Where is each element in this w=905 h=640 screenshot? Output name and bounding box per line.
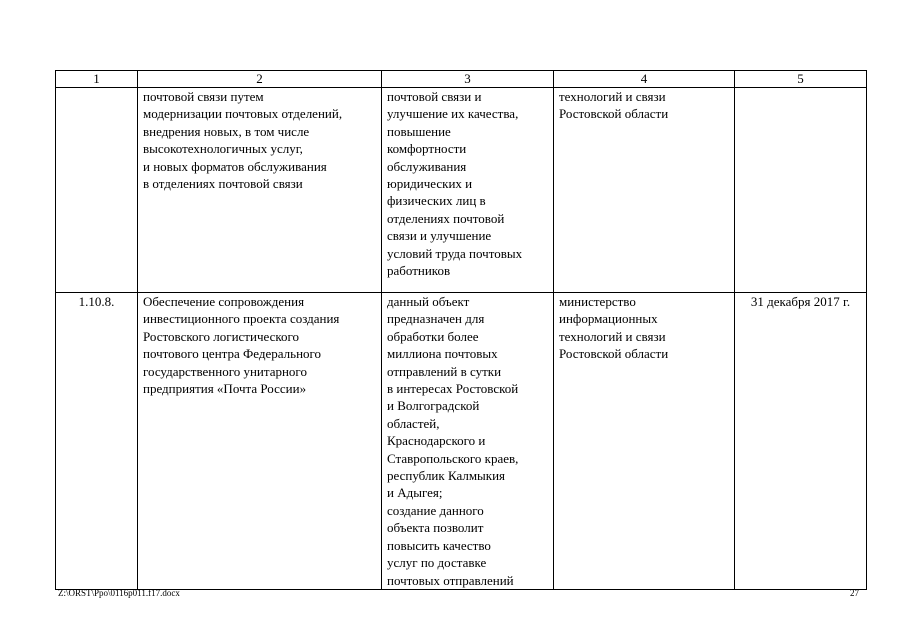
page-number: 27 — [850, 588, 859, 598]
cell-text-line: условий труда почтовых — [387, 245, 523, 261]
row2-number-cell: 1.10.8. — [56, 293, 138, 590]
row2-activity-cell — [138, 293, 382, 590]
row2-executor-cell — [554, 293, 735, 590]
row1-activity-cell — [138, 88, 382, 293]
cell-text-line: создание данного — [387, 502, 484, 518]
cell-text-line: Ростовской области — [559, 346, 669, 362]
cell-text-line: Ростовской области — [559, 106, 669, 122]
cell-text-line: почтовой связи и — [387, 89, 482, 104]
cell-text-line: государственного унитарного — [143, 363, 307, 379]
cell-text-line: объекта позволит — [387, 520, 484, 536]
cell-text-line: и новых форматов обслуживания — [143, 158, 327, 174]
cell-text-line: министерство — [559, 294, 636, 309]
cell-text-line: внедрения новых, в том числе — [143, 123, 310, 139]
header-cell-1: 1 — [56, 71, 138, 88]
cell-text-line: почтовых отправлений — [387, 572, 514, 588]
cell-text-line: технологий и связи — [559, 328, 666, 344]
cell-text-line: физических лиц в — [387, 193, 486, 209]
header-cell-3: 3 — [382, 71, 554, 88]
cell-text-line: технологий и связи — [559, 89, 666, 104]
row1-result-cell — [382, 88, 554, 293]
cell-text-line: повысить качество — [387, 537, 491, 553]
cell-text-line: почтовой связи путем — [143, 89, 264, 104]
footer-file-path: Z:\ORST\Ppo\0116p011.f17.docx — [58, 588, 180, 598]
cell-text-line: улучшение их качества, — [387, 106, 519, 122]
cell-text-line: и Адыгея; — [387, 485, 443, 501]
cell-text-line: высокотехнологичных услуг, — [143, 141, 303, 157]
cell-text-line: предприятия «Почта России» — [143, 381, 307, 397]
cell-text-line: республик Калмыкия — [387, 468, 506, 484]
cell-text-line: почтового центра Федерального — [143, 346, 322, 362]
table-row — [56, 88, 867, 293]
cell-text-line: инвестиционного проекта создания — [143, 311, 340, 327]
cell-text-line: работников — [387, 263, 451, 279]
cell-text-line: обработки более — [387, 328, 479, 344]
cell-text-line: юридических и — [387, 176, 473, 192]
cell-text-line: областей, — [387, 415, 440, 431]
cell-text-line: связи и улучшение — [387, 228, 492, 244]
cell-text-line: в отделениях почтовой связи — [143, 176, 303, 192]
row2-deadline-cell: 31 декабря 2017 г. — [735, 293, 867, 590]
document-table — [55, 70, 867, 590]
cell-text-line: Обеспечение сопровождения — [143, 294, 305, 309]
cell-text-line: отделениях почтовой — [387, 210, 505, 226]
row1-deadline-cell — [735, 88, 867, 293]
cell-text-line: и Волгоградской — [387, 398, 480, 414]
table-row — [56, 293, 867, 590]
cell-text-line: информационных — [559, 311, 658, 327]
cell-text-line: Ставропольского краев, — [387, 450, 519, 466]
cell-text-line: Краснодарского и — [387, 433, 486, 449]
cell-text-line: обслуживания — [387, 158, 467, 174]
table-header-row — [56, 71, 867, 88]
cell-text-line: услуг по доставке — [387, 555, 487, 571]
header-cell-2: 2 — [138, 71, 382, 88]
cell-text-line: повышение — [387, 123, 451, 139]
cell-text-line: предназначен для — [387, 311, 485, 327]
header-cell-4: 4 — [554, 71, 735, 88]
cell-text-line: модернизации почтовых отделений, — [143, 106, 343, 122]
row2-result-cell — [382, 293, 554, 590]
row1-number-cell — [56, 88, 138, 293]
cell-text-line: Ростовского логистического — [143, 328, 300, 344]
row1-executor-cell — [554, 88, 735, 293]
header-cell-5: 5 — [735, 71, 867, 88]
cell-text-line: данный объект — [387, 294, 470, 309]
cell-text-line: комфортности — [387, 141, 467, 157]
cell-text-line: в интересах Ростовской — [387, 381, 519, 397]
cell-text-line: отправлений в сутки — [387, 363, 502, 379]
cell-text-line: миллиона почтовых — [387, 346, 498, 362]
